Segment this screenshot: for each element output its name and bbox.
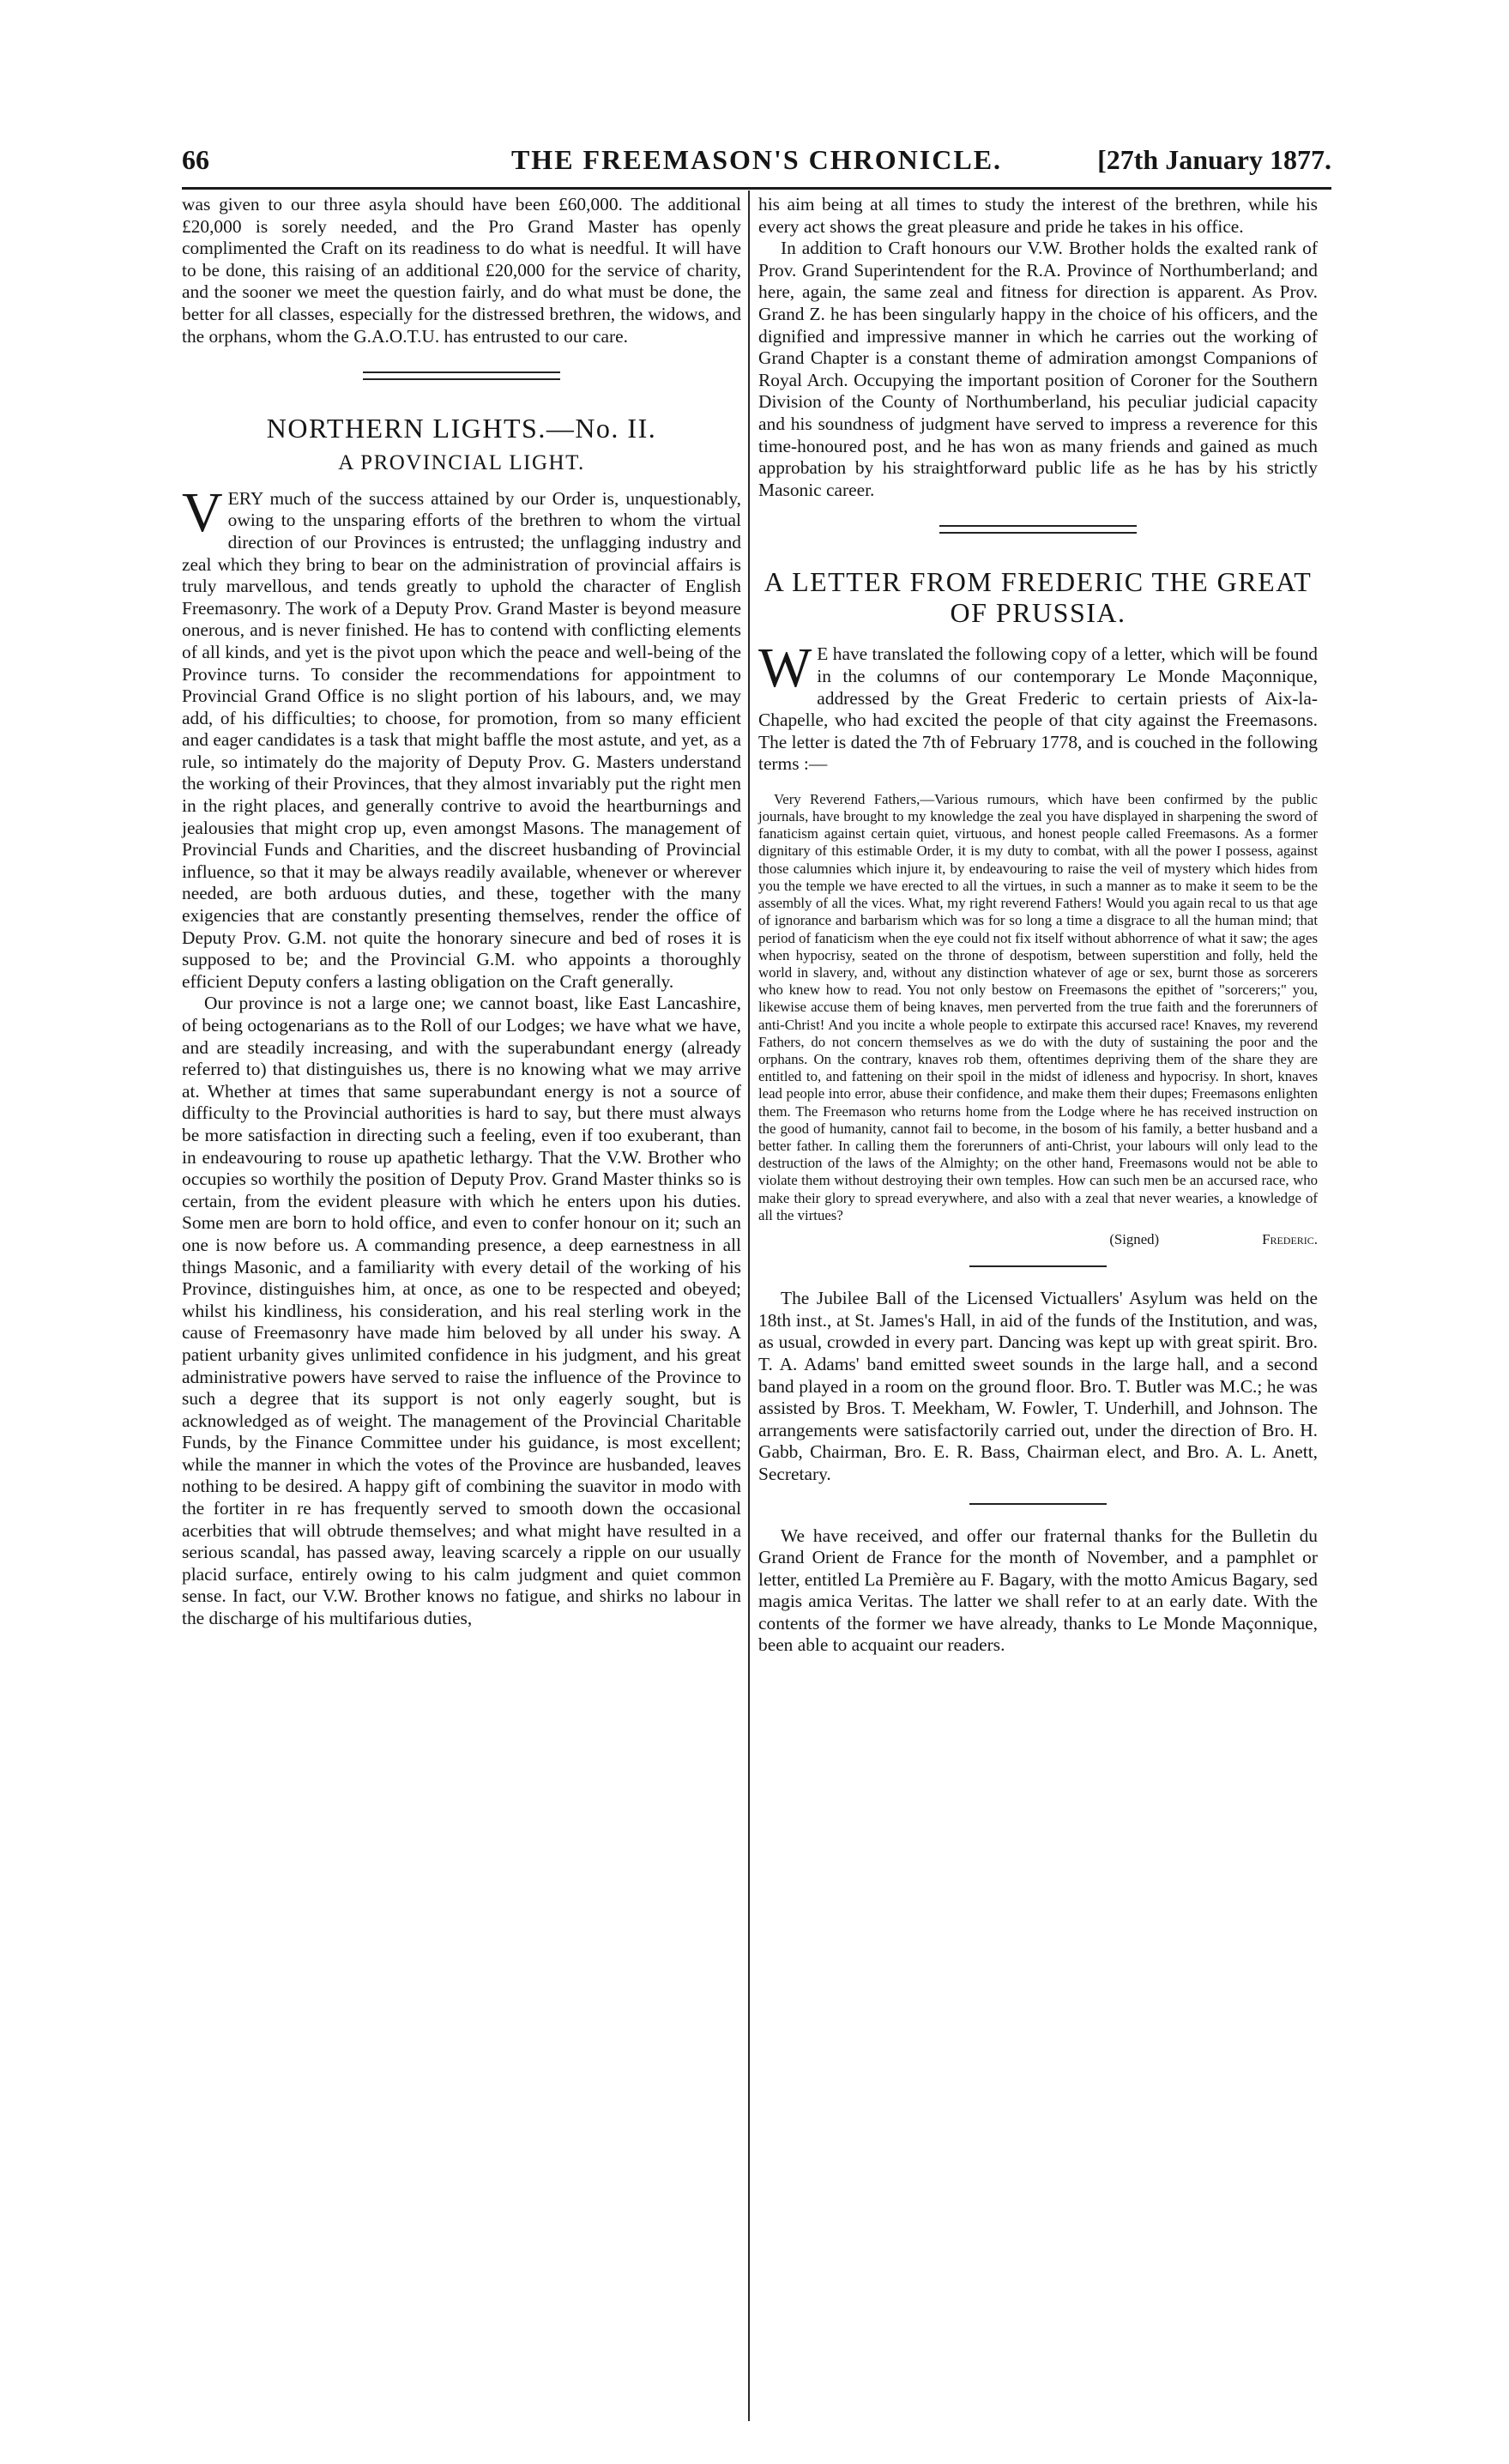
article-title: NORTHERN LIGHTS.—No. II.	[266, 413, 657, 444]
news-paragraph: We have received, and offer our fraternal thanks for the Bulletin du Grand Orient de France for the month of November, and a pamphlet or letter, entitled La Première au F. Bagary, with the motto Amicus Bagary, sed magis amica Veritas. The latter we shall refer to at an early date. With the contents of the former we have already, thanks to Le Monde Maçonnique, been able to acquaint our readers.	[758, 1525, 1318, 1656]
page-header	[182, 137, 1331, 182]
section-divider	[969, 1265, 1107, 1267]
news-paragraph: The Jubilee Ball of the Licensed Victuallers' Asylum was held on the 18th inst., at St. James's Hall, in aid of the funds of the Institution, and was, as usual, crowded in every part. Dancing was kept up with great spirit. Bro. T. A. Adams' band emitted sweet sounds in the large hall, and a second band played in a room on the ground floor. Bro. T. Butler was M.C.; he was assisted by Bros. T. Meekham, W. Fowler, T. Underhill, and Johnson. The arrangements were satisfactorily carried out, under the direction of Bro. H. Gabb, Chairman, Bro. E. R. Bass, Chairman elect, and Bro. A. L. Anett, Secretary.	[758, 1288, 1318, 1484]
issue-date: [27th January 1877.	[1097, 144, 1331, 175]
signed-name: Frederic.	[1262, 1230, 1318, 1247]
signed-label: (Signed)	[1109, 1230, 1160, 1247]
paragraph-text: ERY much of the success attained by our Order is, unquestionably, owing to the unsparing efforts of the brethren to whom the virtual direction of our Provinces is entrusted; the unflagging industry and zeal which they bring to bear on the administration of provincial affairs is truly marvellous, and tends greatly to uphold the character of English Freemasonry. The work of a Deputy Prov. Grand Master is beyond measure onerous, and is never finished. He has to contend with conflicting elements of all kinds, and yet is the pivot upon which the peace and well-being of the Province turns. To consider the recommendations for appointment to Provincial Grand Office is no slight portion of his labours, and, we may add, of his difficulties; to choose, for promotion, from so many efficient and eager candidates is a task that might baffle the most astute, and yet, as a rule, so intimately do the majority of Deputy Prov. G. Masters understand the working of their Provinces, that they almost invariably put the right men in the right places, and generally contrive to avoid the heartburnings and jealousies that might crop up, even amongst Masons. The management of Provincial Funds and Charities, and the discreet husbanding of Provincial influence, so that it may be always readily available, whenever or wherever needed, are both arduous duties, and these, together with the many exigencies that are constantly presenting themselves, render the office of Deputy Prov. G.M. not quite the honorary sinecure and bed of roses it is supposed to be; and the Provincial G.M. who appoints a thoroughly efficient Deputy confers a lasting obligation on the Craft generally.	[182, 487, 741, 992]
section-divider	[363, 371, 560, 380]
article-paragraph	[182, 480, 741, 993]
drop-cap: W	[758, 637, 812, 700]
left-column	[182, 194, 741, 1630]
letter-body	[758, 791, 1318, 1248]
right-column	[758, 194, 1318, 1657]
header-rule	[182, 187, 1331, 190]
column-divider	[748, 190, 750, 2421]
article-paragraph: In addition to Craft honours our V.W. Brother holds the exalted rank of Prov. Grand Superintendent for the R.A. Province of Northumberland; and here, again, the same zeal and fitness for direction is apparent. As Prov. Grand Z. he has been singularly happy in the choice of his officers, and the dignified and impressive manner in which he carries out the working of Grand Chapter is a constant theme of admiration amongst Companions of Royal Arch. Occupying the important position of Coroner for the Southern Division of the County of Northumberland, his peculiar judicial capacity and his soundness of judgment have served to impress a reverence for this time-honoured post, and he has won as many friends and gained as much approbation by his straightforward public life as he has by his strictly Masonic career.	[758, 238, 1318, 500]
letter-intro	[758, 637, 1318, 776]
article-paragraph: Our province is not a large one; we cannot boast, like East Lancashire, of being octogenarians as to the Roll of our Lodges; we have what we have, and are steadily increasing, and with the superabundant energy (already referred to) that distinguishes us, there is no knowing what we may arrive at. Whether at times that same superabundant energy is not a source of difficulty to the Provincial authorities is hard to say, but there must always be more satisfaction in directing such a feeling, even if too exuberant, than in endeavouring to rouse up apathetic lethargy. That the V.W. Brother who occupies so worthily the position of Deputy Prov. Grand Master thinks so is certain, from the evident pleasure with which he enters upon his duties. Some men are born to hold office, and even to confer honour on it; such an one is now before us. A commanding presence, a deep earnestness in all things Masonic, and a familiarity with every detail of the working of his Province, distinguishes him, at once, as one to be respected and obeyed; whilst his kindliness, his consideration, and his real sterling work in the cause of Freemasonry have made him beloved by all under his sway. A patient urbanity gives unlimited confidence in his judgment, and his great administrative powers have served to raise the influence of the Province to such a degree that its support is not only eagerly sought, but is acknowledged as of weight. The management of the Provincial Charitable Funds, by the Finance Committee under his guidance, is most excellent; while the manner in which the votes of the Province are husbanded, leaves nothing to be desired. A happy gift of combining the suavitor in modo with the fortiter in re has frequently served to smooth down the occasional acerbities that will obtrude themselves; and what might have resulted in a serious scandal, has passed away, leaving scarcely a ripple on our usually placid surface, entirely owing to his calm judgment and quiet common sense. In fact, our V.W. Brother knows no fatigue, and shirks no labour in the discharge of his multifarious duties,	[182, 993, 741, 1629]
article-subtitle: A PROVINCIAL LIGHT.	[338, 451, 585, 475]
masthead: THE FREEMASON'S CHRONICLE.	[510, 144, 1003, 175]
signature-line	[758, 1231, 1318, 1248]
section-divider	[969, 1503, 1107, 1505]
page-number: 66	[182, 144, 209, 175]
letter-title: A LETTER FROM FREDERIC THE GREAT OF PRUSSIA.	[764, 566, 1313, 629]
drop-cap: V	[182, 480, 223, 544]
letter-text: Very Reverend Fathers,—Various rumours, which have been confirmed by the public journals, have brought to my knowledge the zeal you have displayed in sharpening the sword of fanaticism against certain quiet, virtuous, and honest people called Freemasons. As a former dignitary of this estimable Order, it is my duty to combat, with all the power I possess, against those calumnies which injure it, by endeavouring to raise the veil of mystery which hides from you the temple we have erected to all the virtues, in such a manner as to make it seem to be the assembly of all the vices. What, my right reverend Fathers! Would you again recal to us that age of ignorance and barbarism which was for so long a time a disgrace to all the human mind; that period of fanaticism when the eye could not fix itself without abhorrence of what it saw; the ages when hypocrisy, seated on the throne of despotism, between superstition and folly, held the world in slavery, and, without any distinction whatever of age or sex, burnt those as sorcerers who knew how to read. You not only bestow on Freemasons the epithet of "sorcerers;" you, likewise accuse them of being knaves, men perverted from the true faith and the forerunners of anti-Christ! And you incite a whole people to extirpate this accursed race! Knaves, my reverend Fathers, do not concern themselves as we do with the duty of sustaining the poor and the orphans. On the contrary, knaves rob them, oftentimes depriving them of the share they are entitled to, and fattening on their spoil in the midst of idleness and hypocrisy. In short, knaves lead people into error, abuse their confidence, and make them their dupes; Freemasons enlighten them. The Freemason who returns home from the Lodge where he has received instruction on the good of humanity, cannot fail to become, in the bosom of his family, a better husband and a better father. In calling them the forerunners of anti-Christ, your labours will only lead to the destruction of the laws of the Almighty; on the other hand, Freemasons would not be able to violate them without destroying their own temples. How can such men be an accursed race, who make their glory to spread everywhere, and also with a zeal that never wearies, a knowledge of all the virtues?	[758, 790, 1318, 1223]
continuation-paragraph: was given to our three asyla should have been £60,000. The additional £20,000 is sorely needed, and the Pro Grand Master has openly complimented the Craft on its readiness to do what is needful. It will have to be done, this raising of an additional £20,000 for the service of charity, and the sooner we meet the question fairly, and do what must be done, the better for all classes, especially for the distressed brethren, the widows, and the orphans, whom the G.A.O.T.U. has entrusted to our care.	[182, 194, 741, 347]
continuation-paragraph: his aim being at all times to study the interest of the brethren, while his every act shows the great pleasure and pride he takes in his office.	[758, 194, 1318, 237]
section-divider	[939, 525, 1137, 534]
paragraph-text: E have translated the following copy of a letter, which will be found in the columns of our contemporary Le Monde Maçonnique, addressed by the Great Frederic to certain priests of Aix-la-Chapelle, who had excited the people of that city against the Freemasons. The letter is dated the 7th of February 1778, and is couched in the following terms :—	[758, 643, 1318, 775]
